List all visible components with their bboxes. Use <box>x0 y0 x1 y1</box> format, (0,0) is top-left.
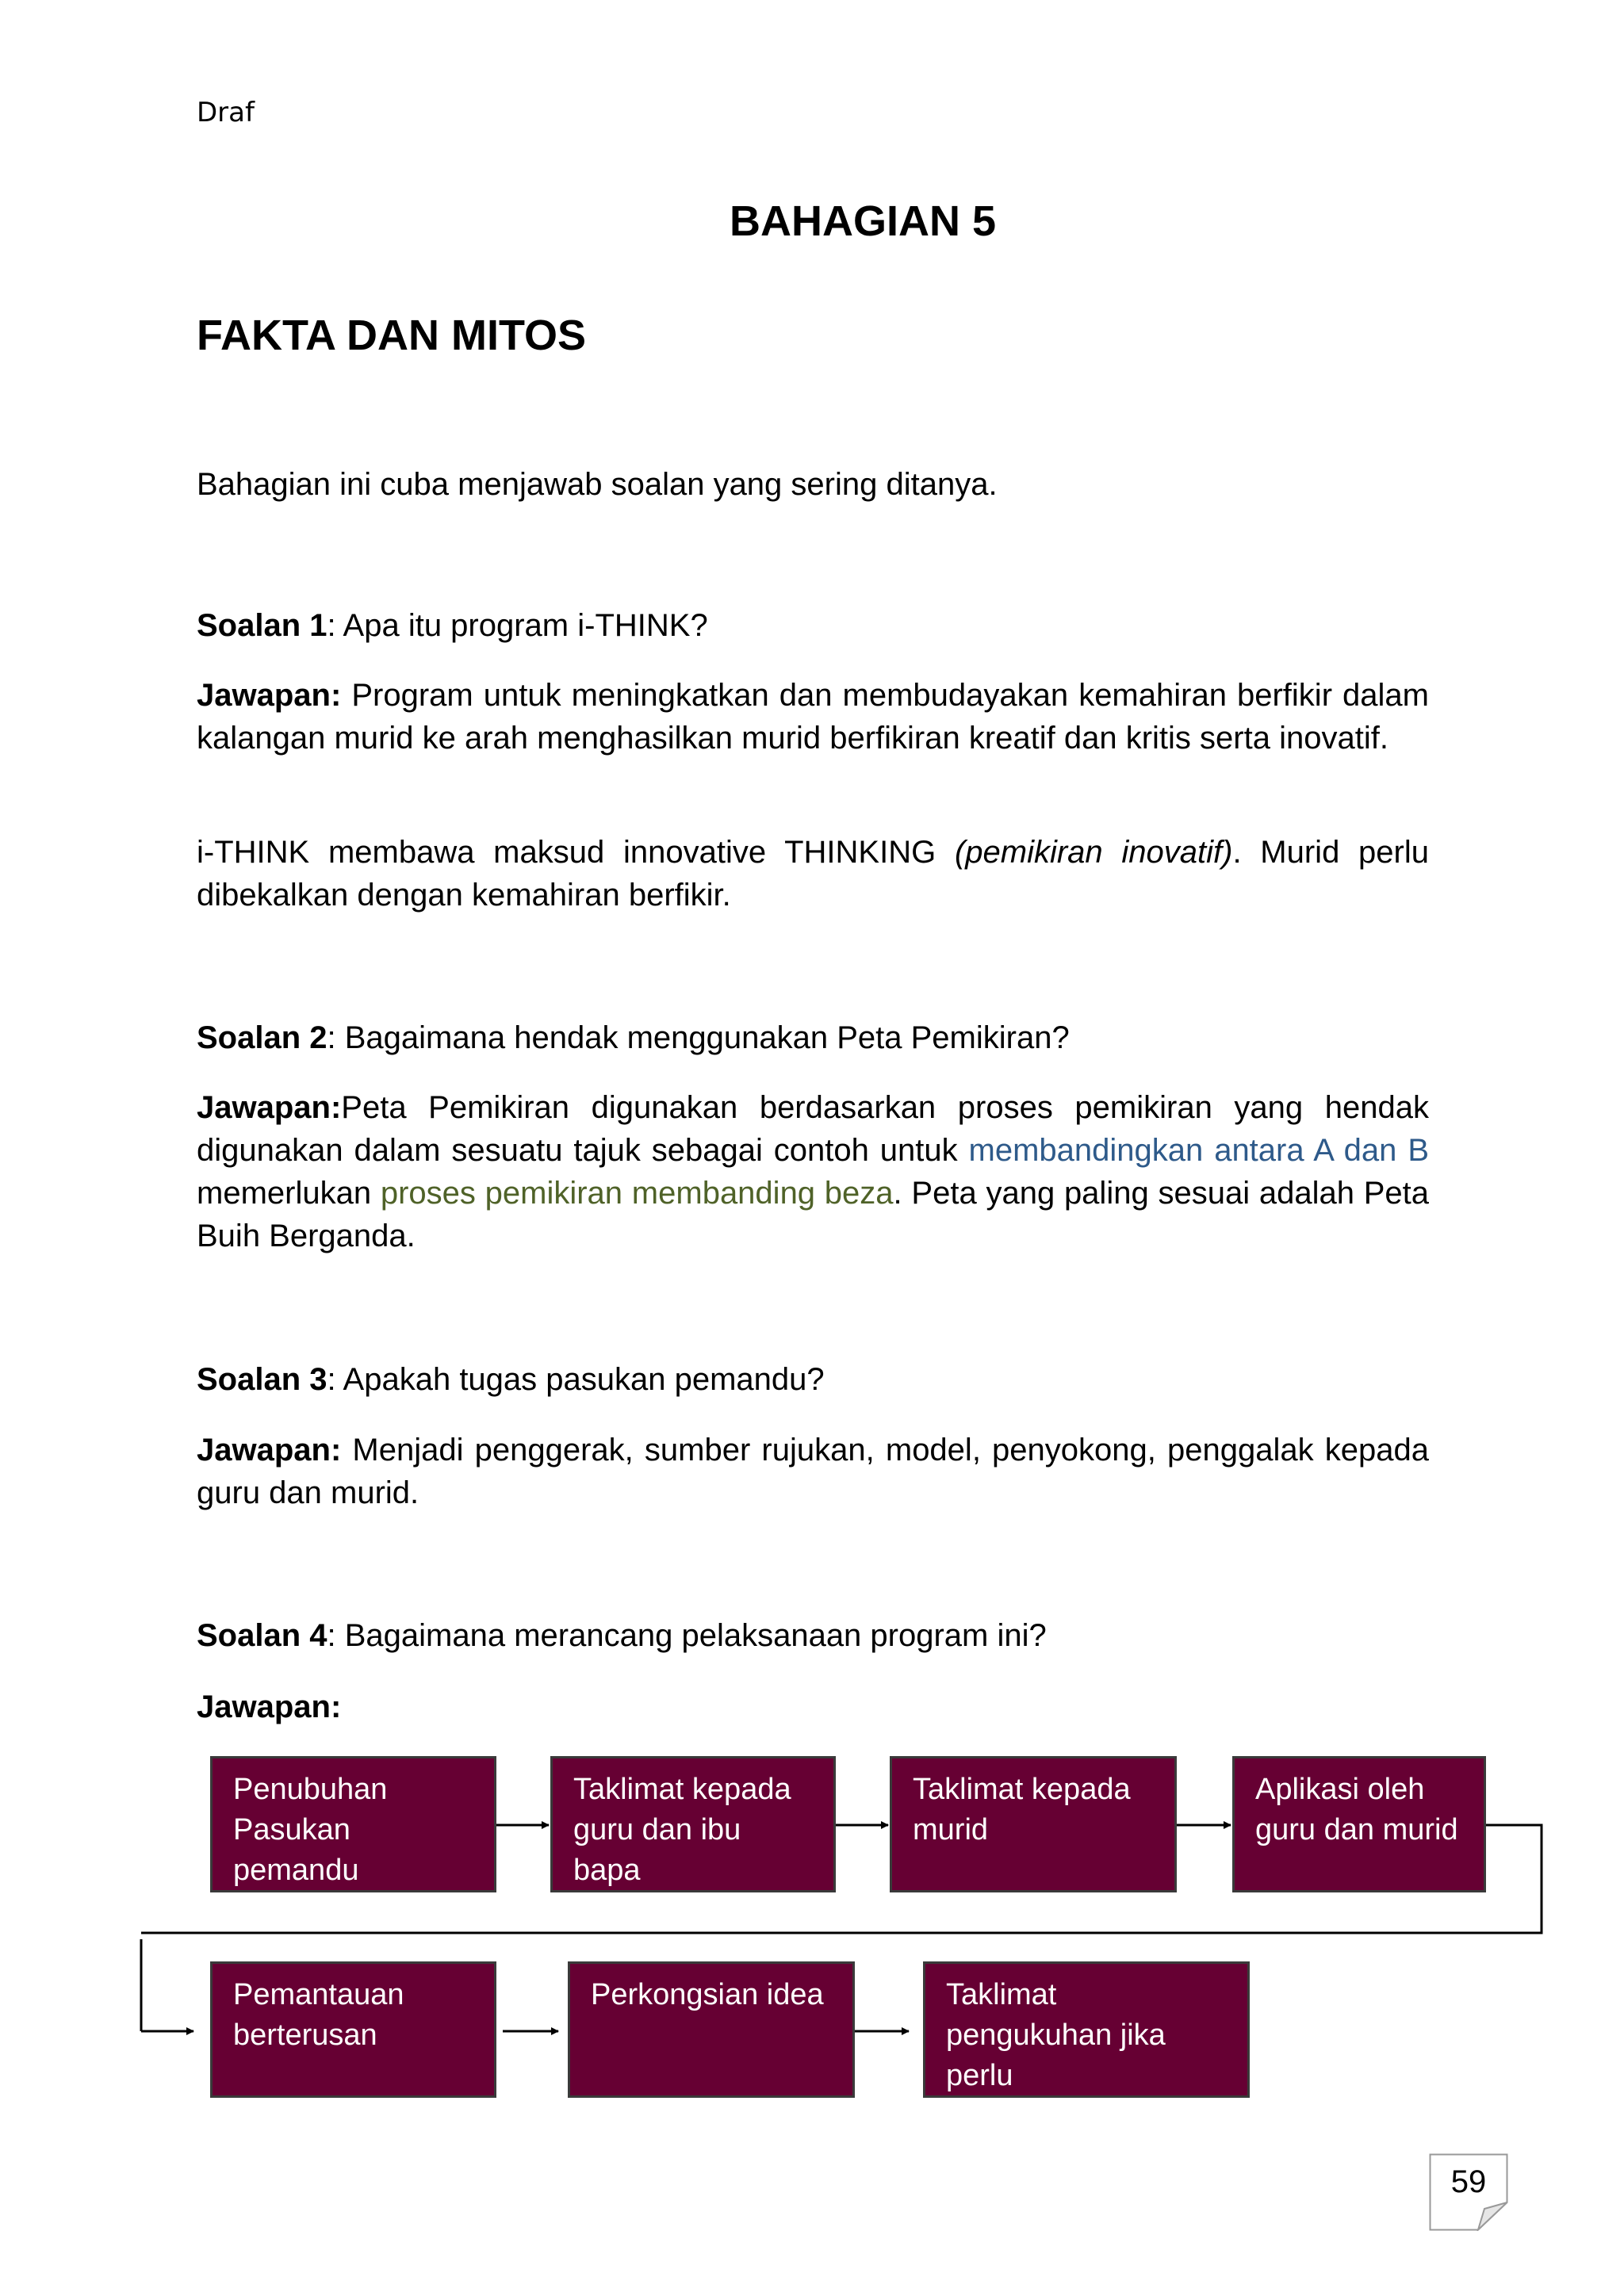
answer-2-label: Jawapan: <box>197 1090 342 1125</box>
flow-step-1: Penubuhan Pasukan pemandu <box>210 1756 496 1892</box>
flow-step-4: Aplikasi oleh guru dan murid <box>1232 1756 1486 1892</box>
flow-step-6: Perkongsian idea <box>568 1961 855 2098</box>
draft-label: Draf <box>197 97 255 128</box>
answer-1-extra-end: . Murid perlu dibekalkan dengan kemahiran berfikir. <box>197 835 1429 913</box>
flow-step-7: Taklimat pengukuhan jika perlu <box>923 1961 1250 2098</box>
question-3-text: : Apakah tugas pasukan pemandu? <box>327 1362 825 1397</box>
section-heading: BAHAGIAN 5 <box>729 197 997 245</box>
question-4-label: Soalan 4 <box>197 1618 327 1653</box>
flow-step-5: Pemantauan berterusan <box>210 1961 496 2098</box>
answer-3-text: Menjadi penggerak, sumber rujukan, model, penyokong, penggalak kepada guru dan murid. <box>197 1433 1429 1510</box>
intro-text: Bahagian ini cuba menjawab soalan yang sering ditanya. <box>197 467 998 502</box>
answer-1-text: Program untuk meningkatkan dan membudayakan kemahiran berfikir dalam kalangan murid ke arah menghasilkan murid berfikiran kreatif dan kritis serta inovatif. <box>197 678 1429 756</box>
question-4-text: : Bagaimana merancang pelaksanaan program ini? <box>327 1618 1047 1653</box>
flow-step-2: Taklimat kepada guru dan ibu bapa <box>550 1756 836 1892</box>
page-number-badge <box>1429 2153 1508 2231</box>
question-2-text: : Bagaimana hendak menggunakan Peta Pemikiran? <box>327 1020 1070 1055</box>
answer-2-highlight-olive: proses pemikiran membanding beza <box>380 1176 894 1211</box>
page-number: 59 <box>1450 2164 1487 2199</box>
answer-1-label: Jawapan: <box>197 678 342 713</box>
answer-2-text-mid: memerlukan <box>197 1176 381 1211</box>
question-2-label: Soalan 2 <box>197 1020 327 1055</box>
question-1-text: : Apa itu program i-THINK? <box>327 608 708 643</box>
answer-4-label-text: Jawapan: <box>197 1689 342 1724</box>
answer-1-extra-text: i-THINK membawa maksud innovative THINKING <box>197 835 955 870</box>
page-title: FAKTA DAN MITOS <box>197 312 586 359</box>
answer-2-text-end: . Peta yang paling sesuai adalah Peta Buih Berganda. <box>197 1176 1429 1253</box>
question-1-label: Soalan 1 <box>197 608 327 643</box>
answer-2-text: Peta Pemikiran digunakan berdasarkan proses pemikiran yang hendak digunakan dalam sesuatu tajuk sebagai contoh untuk <box>197 1090 1429 1168</box>
flow-step-3: Taklimat kepada murid <box>890 1756 1177 1892</box>
question-3-label: Soalan 3 <box>197 1362 327 1397</box>
answer-1-extra-italic: (pemikiran inovatif) <box>954 835 1233 870</box>
answer-2-highlight-blue: membandingkan antara A dan B <box>968 1133 1430 1168</box>
answer-3-label: Jawapan: <box>197 1433 342 1468</box>
